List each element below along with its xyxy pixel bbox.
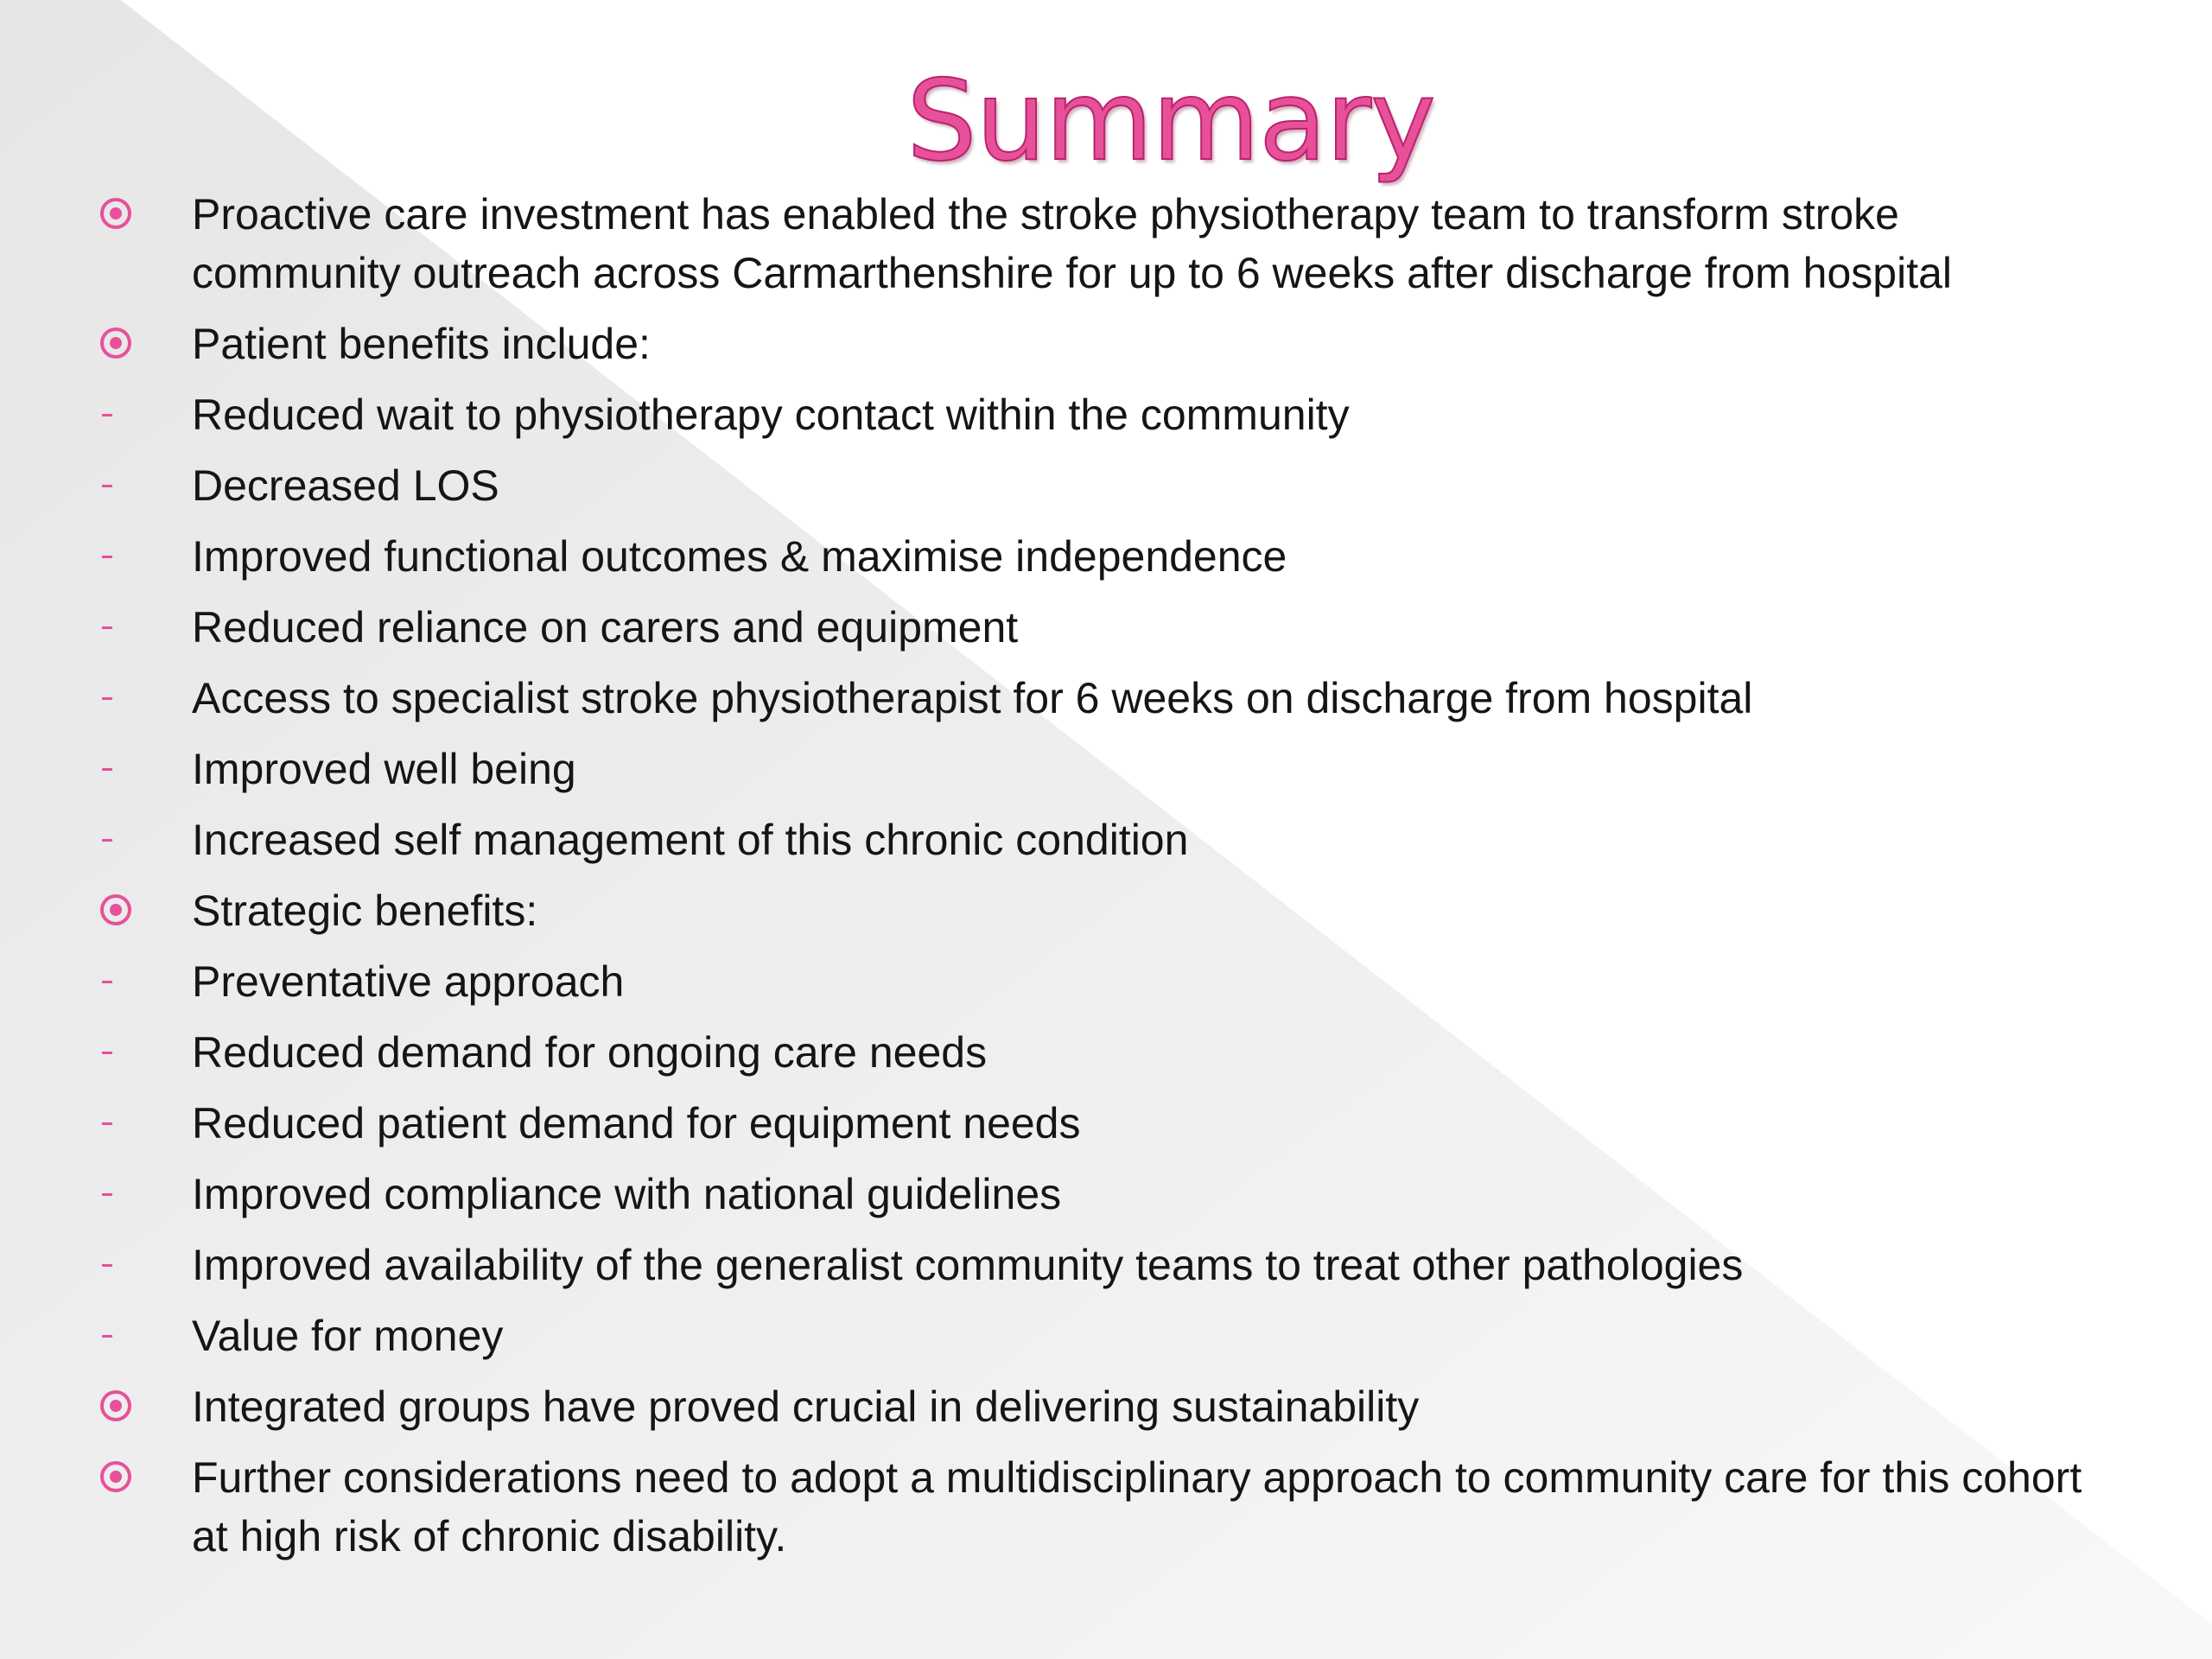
dash-icon bbox=[100, 611, 135, 645]
list-item-text: Further considerations need to adopt a multidisciplinary approach to community care for this cohort at high risk of chronic disability. bbox=[192, 1453, 2082, 1560]
dash-icon bbox=[100, 753, 135, 787]
list-item-text: Proactive care investment has enabled the stroke physiotherapy team to transform stroke community outreach across Carmarthenshire for up to 6 weeks after discharge from hospital bbox=[192, 190, 1953, 297]
list-item-text: Reduced patient demand for equipment needs bbox=[192, 1099, 1081, 1147]
list-item-text: Increased self management of this chronic condition bbox=[192, 816, 1189, 864]
list-item-text: Reduced wait to physiotherapy contact within the community bbox=[192, 391, 1350, 439]
list-item-text: Integrated groups have proved crucial in delivering sustainability bbox=[192, 1382, 1420, 1431]
list-item-text: Access to specialist stroke physiotherapist for 6 weeks on discharge from hospital bbox=[192, 674, 1753, 722]
list-item-text: Value for money bbox=[192, 1312, 504, 1360]
dash-icon bbox=[100, 540, 135, 575]
dash-icon bbox=[100, 1036, 135, 1071]
target-bullet-icon bbox=[100, 327, 135, 362]
dash-icon bbox=[100, 682, 135, 716]
dash-icon bbox=[100, 1107, 135, 1141]
target-bullet-icon bbox=[100, 198, 135, 232]
dash-icon bbox=[100, 1178, 135, 1212]
list-item-text: Preventative approach bbox=[192, 957, 625, 1006]
dash-icon bbox=[100, 469, 135, 504]
list-item-text: Improved compliance with national guidelines bbox=[192, 1170, 1062, 1218]
list-item-text: Improved availability of the generalist community teams to treat other pathologies bbox=[192, 1241, 1744, 1289]
list-item-text: Patient benefits include: bbox=[192, 320, 651, 368]
list-item-text: Improved functional outcomes & maximise independence bbox=[192, 532, 1287, 581]
list-item-text: Reduced reliance on carers and equipment bbox=[192, 603, 1019, 652]
dash-icon bbox=[100, 398, 135, 433]
slide-title: Summary bbox=[906, 57, 1435, 186]
target-bullet-icon bbox=[100, 1461, 135, 1496]
list-item-text: Improved well being bbox=[192, 745, 576, 793]
list-item-text: Strategic benefits: bbox=[192, 887, 538, 935]
dash-icon bbox=[100, 1319, 135, 1354]
dash-icon bbox=[100, 965, 135, 1000]
target-bullet-icon bbox=[100, 894, 135, 929]
target-bullet-icon bbox=[100, 1390, 135, 1425]
dash-icon bbox=[100, 1249, 135, 1283]
dash-icon bbox=[100, 823, 135, 858]
list-item-text: Reduced demand for ongoing care needs bbox=[192, 1028, 988, 1077]
list-item-text: Decreased LOS bbox=[192, 461, 499, 510]
